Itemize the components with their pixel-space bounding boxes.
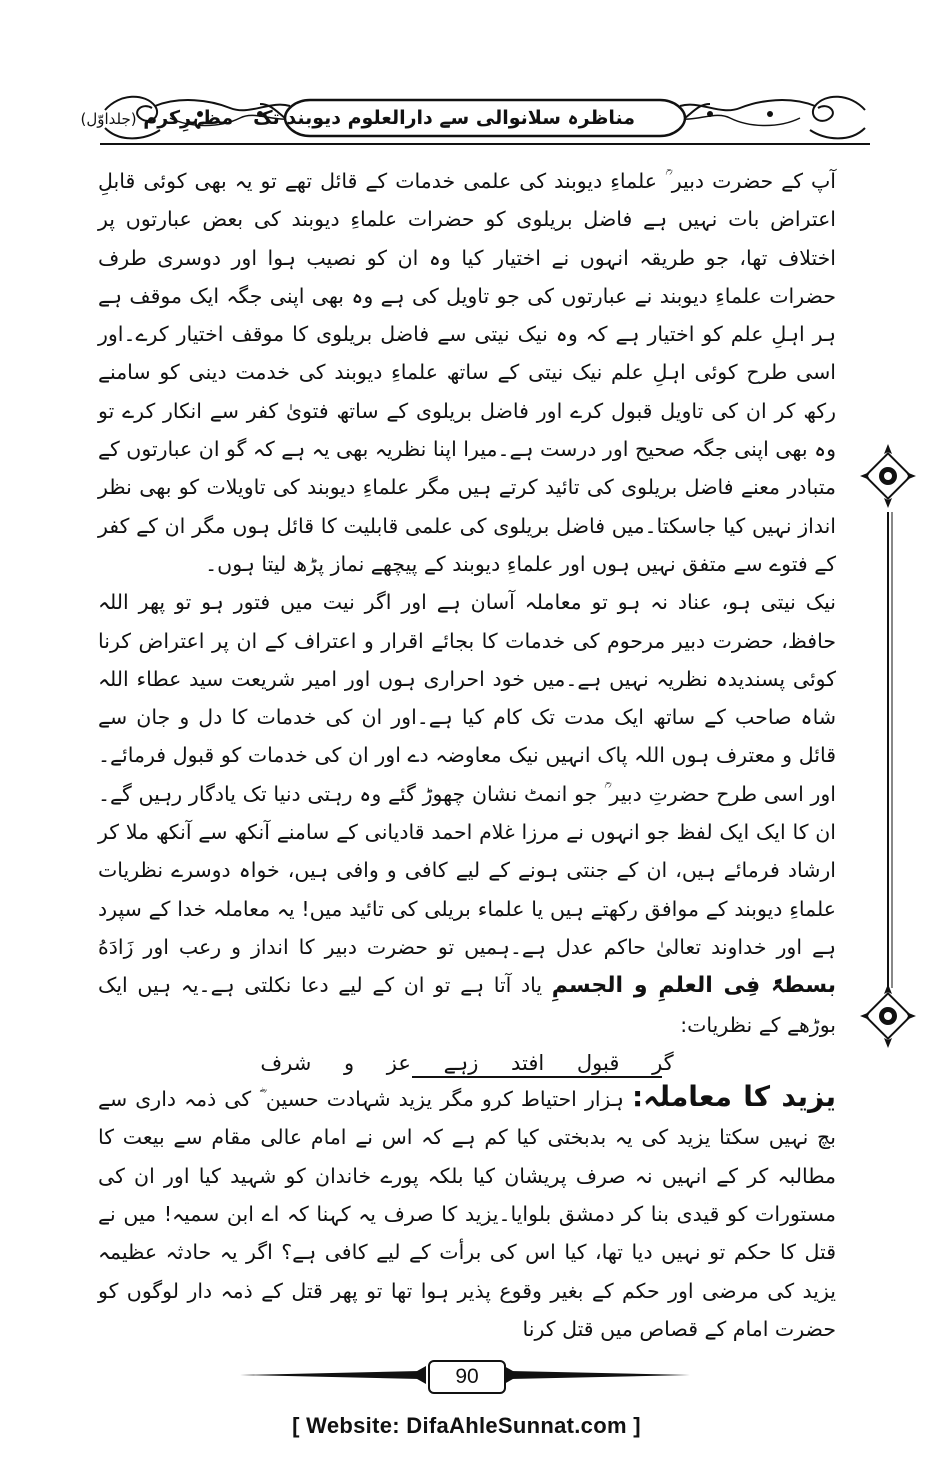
- section-text: ہزار احتیاط کرو مگر یزید شہادت حسین ؓ کی ذمہ داری سے بچ نہیں سکتا یزید کی یہ بدبختی کیا کم ہے کہ اس نے امام عالی مقام سے بیعت کا مطالبہ کر کے انہیں نہ صرف پریشان کیا بلکہ پورے خاندان کو شہید کیا اور ان کی مستورات کو قیدی بنا کر دمشق بلوایا۔یزید کا صرف یہ کہنا کہ اے ابن سمیہ! میں نے قتل کا حکم تو نہیں دیا تھا، کیا اس کی برأت کے لیے کافی ہے؟ اگر یہ حادثہ عظیمہ یزید کی مرضی اور حکم کے بغیر وقوع پذیر ہوا تھا تو پھر قتل کے ذمہ دار لوگوں کو حضرت امام کے قصاص میں قتل کرنا: [98, 1087, 836, 1341]
- margin-flower-bottom: [860, 984, 916, 1048]
- paragraph-2-text: نیک نیتی ہو، عناد نہ ہو تو معاملہ آسان ہے اور اگر نیت میں فتور ہو تو پھر اللہ حافظ، حضرت دبیر مرحوم کی خدمات کا بجائے اقرار و اعتراف کے ان پر اعتراض کرنا کوئی پسندیدہ نظریہ نہیں ہے۔میں خود احراری ہوں اور امیر شریعت سید عطاء اللہ شاہ صاحب کے ساتھ ایک مدت تک کام کیا ہے۔اور ان کی خدمات کا دل و جان سے قائل و معترف ہوں اللہ پاک انہیں نیک معاوضہ دے اور ان کی خدمات کو قبول فرمائے۔اور اسی طرح حضرتِ دبیر ؒ جو انمٹ نشان چھوڑ گئے وہ رہتی دنیا تک یادگار رہیں گے۔ان کا ایک ایک لفظ جو انہوں نے مرزا غلام احمد قادیانی کے سامنے آنکھ سے آنکھ ملا کر ارشاد فرمائے ہیں، ان کے جنتی ہونے کے لیے کافی و وافی ہیں، خواہ دوسرے نظریات علماءِ دیوبند کے موافق رکھتے ہیں یا علماء بریلی کی تائید میں! یہ معاملہ خدا کے سپرد ہے اور خداوند تعالیٰ حاکم عدل ہے۔ہمیں تو حضرت دبیر کا انداز و رعب اور زَادَهُ: [98, 590, 836, 959]
- margin-ornament: [858, 440, 918, 1060]
- header-title: [80, 106, 635, 131]
- paragraph-2-ending: یاد آتا ہے تو ان کے لیے دعا نکلتی ہے۔یہ ہیں ایک بوڑھے کے نظریات:: [98, 973, 836, 1037]
- arabic-phrase: بسطۃً فِی العلمِ و الجسمِ: [551, 973, 836, 999]
- website-footer[interactable]: [ Website: DifaAhleSunnat.com ]: [292, 1413, 641, 1438]
- poem-text: گر قبول افتد زہے عز و شرف: [260, 1050, 674, 1075]
- paragraph-2: [98, 583, 836, 1044]
- main-text: [98, 162, 836, 1348]
- paragraph-1: آپ کے حضرت دبیر ؒ علماءِ دیوبند کی علمی خدمات کے قائل تھے تو یہ بھی کوئی قابلِ اعتراض بات نہیں ہے فاضل بریلوی کو حضرات علماءِ دیوبند کی بعض عبارتوں پر اختلاف تھا، جو طریقہ انہوں نے اختیار کیا وہ ان کو نصیب ہوا اور دوسری طرف حضرات علماءِ دیوبند نے عبارتوں کی جو تاویل کی ہے وہ بھی اپنی جگہ ایک موقف ہے ہر اہلِ علم کو اختیار ہے کہ وہ نیک نیتی سے فاضل بریلوی کا موقف اختیار کرے۔اور اسی طرح کوئی اہلِ علم نیک نیتی کے ساتھ علماءِ دیوبند کی خدمت دینی کو سامنے رکھ کر ان کی تاویل قبول کرے اور فاضل بریلوی کے ساتھ فتویٰ کفر سے انکار کرے تو وہ بھی اپنی جگہ صحیح اور درست ہے۔میرا اپنا نظریہ بھی یہ ہے کہ گو ان عبارتوں کے متبادر معنے فاضل بریلوی کی تائید کرتے ہیں مگر علماءِ دیوبند کی تاویلات کو بھی نظر انداز نہیں کیا جاسکتا۔میں فاضل بریلوی کی علمی قابلیت کا قائل ہوں مگر ان کے کفر کے فتوے سے متفق نہیں ہوں اور علماءِ دیوبند کے پیچھے نماز پڑھ لیتا ہوں۔: [98, 169, 836, 576]
- chapter-title: مناظرہ سلانوالی سے دارالعلوم دیوبند تک: [253, 107, 635, 129]
- page-header: [80, 88, 870, 148]
- book-title: مظہرِکرم: [143, 107, 234, 129]
- poem-underline: [412, 1076, 662, 1078]
- poem-line: [98, 1044, 836, 1078]
- volume-label: (جلداوّل): [80, 110, 137, 128]
- margin-flower-top: [860, 444, 916, 508]
- section-heading: یزید کا معاملہ:: [631, 1080, 836, 1114]
- page-number: 90: [428, 1360, 506, 1394]
- section-yazid: [98, 1078, 836, 1348]
